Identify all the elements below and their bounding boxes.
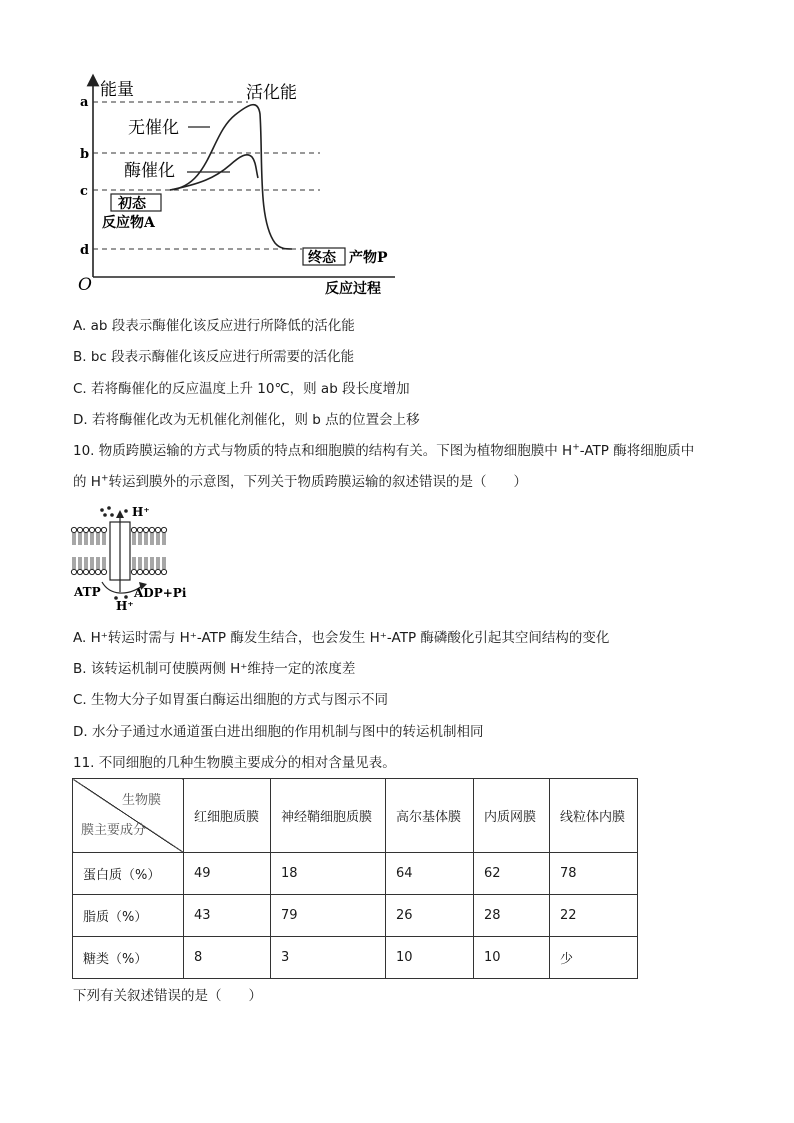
- lipid-head: [155, 527, 160, 532]
- table-cell: 22: [550, 895, 638, 937]
- corner-top-label: 生物膜: [121, 793, 161, 808]
- lipid-head: [161, 527, 166, 532]
- lipid-head: [71, 527, 76, 532]
- lipid-head: [89, 527, 94, 532]
- q10-option-a: A. H⁺转运时需与 H⁺-ATP 酶发生结合，也会发生 H⁺-ATP 酶磷酸化引起其空间结构的变化: [73, 630, 610, 646]
- lipid-head: [131, 527, 136, 532]
- table-cell: 10: [386, 937, 474, 979]
- table-row: [73, 853, 638, 895]
- lipid-head: [89, 569, 94, 574]
- column-header: 高尔基体膜: [386, 779, 474, 853]
- lipid-head: [101, 569, 106, 574]
- q10-stem: 10. 物质跨膜运输的方式与物质的特点和细胞膜的结构有关。下图为植物细胞膜中 H+-ATP 酶将细胞质中 的 H+转运到膜外的示意图，下列关于物质跨膜运输的叙述错误的是（ ）: [73, 442, 695, 490]
- table-cell: 49: [184, 853, 271, 895]
- row-label: 糖类（%）: [73, 937, 184, 979]
- lipid-head: [131, 569, 136, 574]
- lipid-head: [95, 527, 100, 532]
- energy-diagram: [70, 70, 410, 300]
- origin-label: O: [78, 275, 92, 295]
- lipid-head: [143, 569, 148, 574]
- lipid-head: [143, 527, 148, 532]
- lipid-head: [71, 569, 76, 574]
- q10-option-c: C. 生物大分子如胃蛋白酶运出细胞的方式与图示不同: [73, 692, 389, 708]
- q9-option-a: A. ab 段表示酶催化该反应进行所降低的活化能: [73, 318, 355, 334]
- corner-bottom-label: 膜主要成分: [81, 823, 147, 838]
- table-cell: 64: [386, 853, 474, 895]
- reactant-label: 反应物A: [102, 215, 155, 231]
- atp-label: ATP: [74, 585, 101, 599]
- initial-state-label: 初态: [118, 196, 146, 212]
- level-b-label: b: [80, 147, 90, 162]
- level-d-label: d: [80, 243, 90, 258]
- lipid-head: [77, 527, 82, 532]
- lipid-head: [95, 569, 100, 574]
- table-cell: 43: [184, 895, 271, 937]
- column-header: 线粒体内膜: [550, 779, 638, 853]
- table-cell: 79: [271, 895, 386, 937]
- table-cell: 78: [550, 853, 638, 895]
- h-plus-bottom: H⁺: [116, 599, 134, 613]
- table-row: [73, 895, 638, 937]
- lipid-head: [101, 527, 106, 532]
- adp-label: ADP+Pi: [134, 586, 187, 600]
- table-cell: 62: [474, 853, 550, 895]
- lipid-head: [149, 527, 154, 532]
- column-header: 红细胞质膜: [184, 779, 271, 853]
- level-c-label: c: [80, 184, 88, 199]
- row-label: 脂质（%）: [73, 895, 184, 937]
- enzyme-label: 酶催化: [124, 161, 175, 181]
- level-a-label: a: [80, 95, 89, 110]
- table-cell: 18: [271, 853, 386, 895]
- final-state-label: 终态: [308, 250, 336, 266]
- q11-stem: 11. 不同细胞的几种生物膜主要成分的相对含量见表。: [73, 755, 396, 771]
- lipid-head: [161, 569, 166, 574]
- column-header: 神经鞘细胞质膜: [271, 779, 386, 853]
- table-cell: 28: [474, 895, 550, 937]
- q11-followup: 下列有关叙述错误的是（ ）: [73, 988, 262, 1004]
- y-axis-title: 能量: [100, 80, 134, 100]
- q10-option-b: B. 该转运机制可使膜两侧 H⁺维持一定的浓度差: [73, 661, 356, 677]
- table-header-row: [73, 779, 638, 853]
- q9-option-b: B. bc 段表示酶催化该反应进行所需要的活化能: [73, 349, 355, 365]
- table-cell: 3: [271, 937, 386, 979]
- uncatalyzed-label: 无催化: [128, 118, 179, 138]
- q9-option-c: C. 若将酶催化的反应温度上升 10℃，则 ab 段长度增加: [73, 381, 410, 397]
- h-plus-top: H⁺: [132, 505, 150, 519]
- product-label: 产物P: [349, 250, 388, 266]
- column-header: 内质网膜: [474, 779, 550, 853]
- table-cell: 8: [184, 937, 271, 979]
- uncatalyzed-curve: [170, 105, 292, 249]
- lipid-head: [137, 527, 142, 532]
- table-cell: 10: [474, 937, 550, 979]
- lipid-head: [83, 569, 88, 574]
- membrane-composition-table: [72, 778, 638, 979]
- table-cell: 26: [386, 895, 474, 937]
- lipid-head: [149, 569, 154, 574]
- row-label: 蛋白质（%）: [73, 853, 184, 895]
- lipid-head: [155, 569, 160, 574]
- table-corner-cell: [73, 779, 184, 853]
- q9-option-d: D. 若将酶催化改为无机催化剂催化，则 b 点的位置会上移: [73, 412, 420, 428]
- lipid-head: [77, 569, 82, 574]
- table-row: [73, 937, 638, 979]
- lipid-head: [83, 527, 88, 532]
- table-cell: 少: [550, 937, 638, 979]
- lipid-head: [137, 569, 142, 574]
- proton-pump-diagram: [68, 502, 208, 614]
- q10-option-d: D. 水分子通过水通道蛋白进出细胞的作用机制与图中的转运机制相同: [73, 724, 484, 740]
- x-axis-title: 反应过程: [325, 281, 381, 297]
- activation-energy-label: 活化能: [246, 83, 297, 103]
